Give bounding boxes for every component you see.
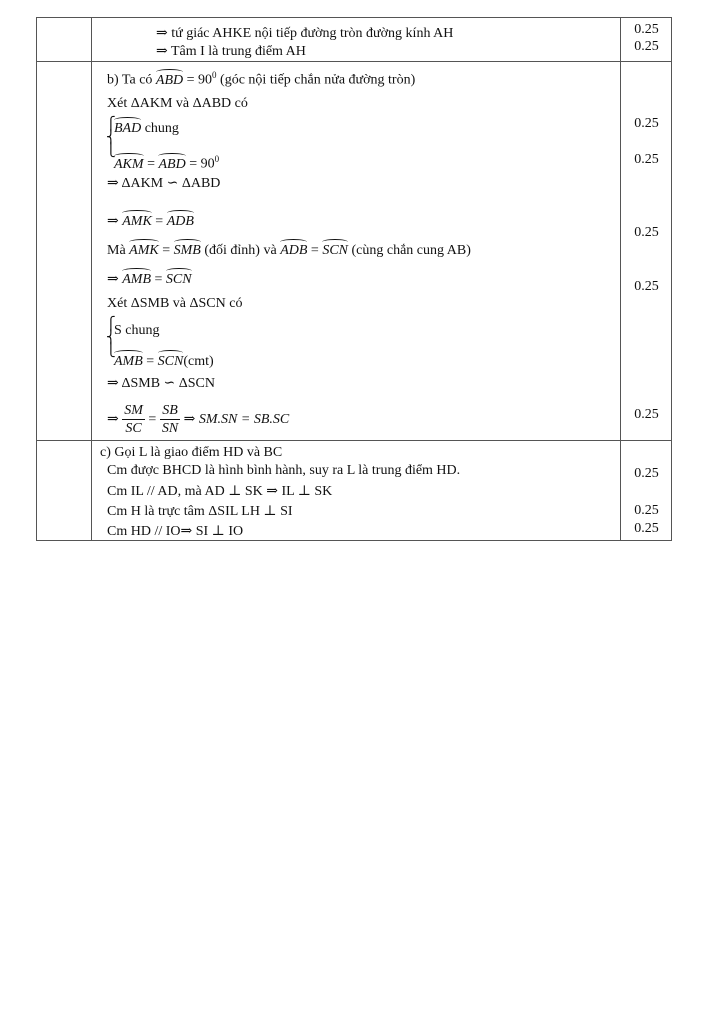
angle-label: AMB <box>122 272 151 287</box>
text-line: ⇒ ΔAKM ∽ ΔABD <box>107 176 221 191</box>
angle-label: BAD <box>114 121 142 136</box>
text-line: Cm được BHCD là hình bình hành, suy ra L là trung điểm HD. <box>107 463 461 478</box>
text-line: BAD chung <box>114 121 179 136</box>
score-value: 0.25 <box>634 225 659 240</box>
angle-label: AMB <box>114 354 143 369</box>
fraction: $\frac{SB}{SN}$ <box>161 403 179 436</box>
text-line: Xét ΔSMB và ΔSCN có <box>107 296 243 311</box>
angle-label: ABD <box>155 72 184 88</box>
text-line: AMB = SCN(cmt) <box>114 354 214 369</box>
text-line: b) Ta có ABD = $90^0$ (góc nội tiếp chắn nửa đường tròn) <box>107 70 416 88</box>
text-line: ⇒ AMB = SCN <box>107 272 192 287</box>
text-line: Xét ΔAKM và ΔABD có <box>107 96 248 111</box>
empty-cell <box>37 62 92 441</box>
text-line: ⇒ tứ giác AHKE nội tiếp đường tròn đường kính AH <box>156 26 454 41</box>
score-value: 0.25 <box>634 39 659 54</box>
angle-label: ADB <box>166 214 194 229</box>
score-value: 0.25 <box>634 466 659 481</box>
score-value: 0.25 <box>634 279 659 294</box>
score-value: 0.25 <box>634 116 659 131</box>
score-cell <box>621 18 672 62</box>
score-value: 0.25 <box>634 521 659 536</box>
text-line: Cm IL // AD, mà AD ⊥ SK ⇒ IL ⊥ SK <box>107 484 333 499</box>
content-cell <box>92 62 621 441</box>
score-cell <box>621 62 672 441</box>
table-row <box>37 62 672 441</box>
score-value: 0.25 <box>634 407 659 422</box>
score-value: 0.25 <box>634 22 659 37</box>
content-cell <box>92 18 621 62</box>
text-line: AKM = ABD = $90^0$ <box>114 154 220 172</box>
text-line: Cm HD // IO⇒ SI ⊥ IO <box>107 524 244 539</box>
angle-label: AKM <box>114 156 144 172</box>
text-line: Cm H là trực tâm ΔSIL LH ⊥ SI <box>107 504 293 519</box>
text-line: S chung <box>114 323 160 338</box>
score-value: 0.25 <box>634 503 659 518</box>
score-value: 0.25 <box>634 152 659 167</box>
table-row <box>37 18 672 62</box>
brace: ⎧ ⎨ ⎩ <box>106 116 116 157</box>
angle-label: SMB <box>173 243 201 258</box>
score-cell <box>621 441 672 541</box>
text-line: ⇒ AMK = ADB <box>107 214 194 229</box>
grading-table <box>36 17 672 541</box>
text-line: ⇒ $\frac{SM}{SC}$ = $\frac{SB}{SN}$ ⇒ SM.SN = SB.SC <box>107 403 290 436</box>
text-line: Mà AMK = SMB (đối đỉnh) và ADB = SCN (cùng chắn cung AB) <box>107 243 471 258</box>
content-cell <box>92 441 621 541</box>
angle-label: AMK <box>122 214 152 229</box>
angle-label: SCN <box>165 272 192 287</box>
angle-label: ABD <box>158 156 186 172</box>
angle-label: AMK <box>129 243 159 258</box>
empty-cell <box>37 18 92 62</box>
text-line: ⇒ Tâm I là trung điểm AH <box>156 44 306 59</box>
empty-cell <box>37 441 92 541</box>
text-line: ⇒ ΔSMB ∽ ΔSCN <box>107 376 216 391</box>
angle-label: SCN <box>157 354 184 369</box>
angle-label: ADB <box>280 243 308 258</box>
text-line: c) Gọi L là giao điểm HD và BC <box>100 445 283 460</box>
angle-label: SCN <box>322 243 348 258</box>
table-row <box>37 441 672 541</box>
brace: ⎧ ⎨ ⎩ <box>106 316 116 357</box>
fraction: $\frac{SM}{SC}$ <box>124 403 143 436</box>
